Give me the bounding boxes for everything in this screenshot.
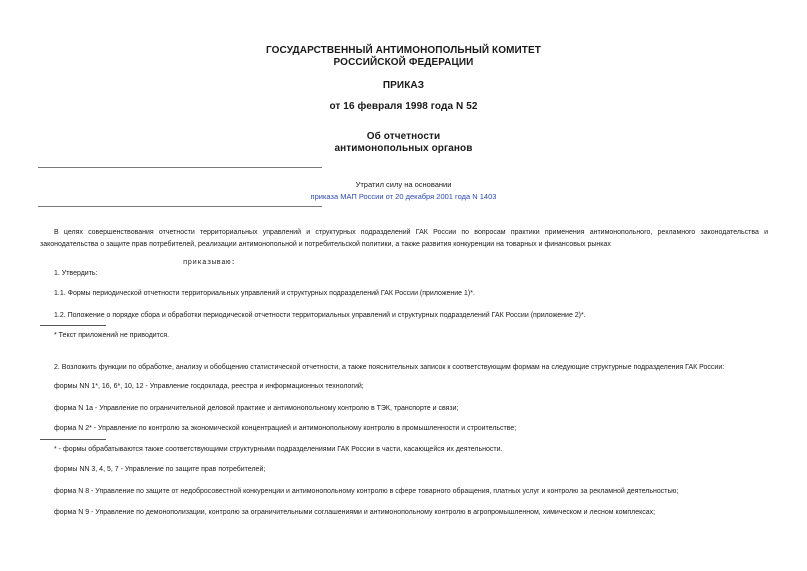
org-name-line1: ГОСУДАРСТВЕННЫЙ АНТИМОНОПОЛЬНЫЙ КОМИТЕТ [266,45,541,56]
doc-subject-line1: Об отчетности [366,131,441,142]
item-2: 2. Возложить функции по обработке, анализу и обобщению статистической отчетности, а также пояснительных записок к соответствующим формам на следующие структурные подразделения ГАК России: [54,364,725,371]
forms-line-3: форма N 2* - Управление по контролю за экономической концентрацией и антимонопольному контролю в промышленности и строительстве; [54,425,517,432]
item-1-1: 1.1. Формы периодической отчетности территориальных управлений и структурных подразделений ГАК России (приложение 1)*. [54,290,475,297]
footnote-rule-1 [40,325,106,326]
divider-top [38,167,322,168]
basis-link[interactable]: приказа МАП России от 20 декабря 2001 года N 1403 [310,192,497,201]
forms-line-6: форма N 9 - Управление по демонополизации, контролю за ограничительными соглашениями и антимонопольному контролю в агропромышленном, химическом и лесном комплексах; [54,509,656,516]
forms-line-5: форма N 8 - Управление по защите от недобросовестной конкуренции и антимонопольному контролю в сфере товарного обращения, платных услуг и контролю за рекламной деятельностью; [54,488,679,495]
divider-bottom [38,206,322,207]
footnote-rule-2 [40,439,106,440]
doc-date: от 16 февраля 1998 года N 52 [329,101,478,112]
forms-line-1: формы NN 1*, 16, 6*, 10, 12 - Управление госдоклада, реестра и информационных технологий; [54,383,364,390]
orders-word: приказываю: [183,259,236,267]
org-name-line2: РОССИЙСКОЙ ФЕДЕРАЦИИ [333,57,474,68]
forms-line-4: формы NN 3, 4, 5, 7 - Управление по защите прав потребителей; [54,466,266,473]
doc-subject-line2: антимонопольных органов [334,143,473,154]
doc-type: ПРИКАЗ [382,80,425,91]
intro-paragraph: В целях совершенствования отчетности территориальных управлений и структурных подразделений ГАК России по вопросам практики применения антимонопольного, рекламного законодательства и законодательства о защите прав потребителей, реализации антимонопольной и потребительской политики, а также развития конкуренции на товарных и финансовых рынках [40,229,768,248]
forms-line-2: форма N 1а - Управление по ограничительной деловой практике и антимонопольному контролю в ТЭК, транспорте и связи; [54,405,459,412]
status-lost-force: Утратил силу на основании [355,180,452,189]
item-1: 1. Утвердить: [54,270,98,277]
item-1-2: 1.2. Положение о порядке сбора и обработки периодической отчетности территориальных управлений и структурных подразделений ГАК России (приложение 2)*. [54,312,586,319]
status-basis-link-wrap [300,192,507,201]
footnote-1: * Текст приложений не приводится. [54,332,170,339]
footnote-2: * - формы обрабатываются также соответствующими структурными подразделениями ГАК России в части, касающейся их деятельности. [54,446,503,453]
